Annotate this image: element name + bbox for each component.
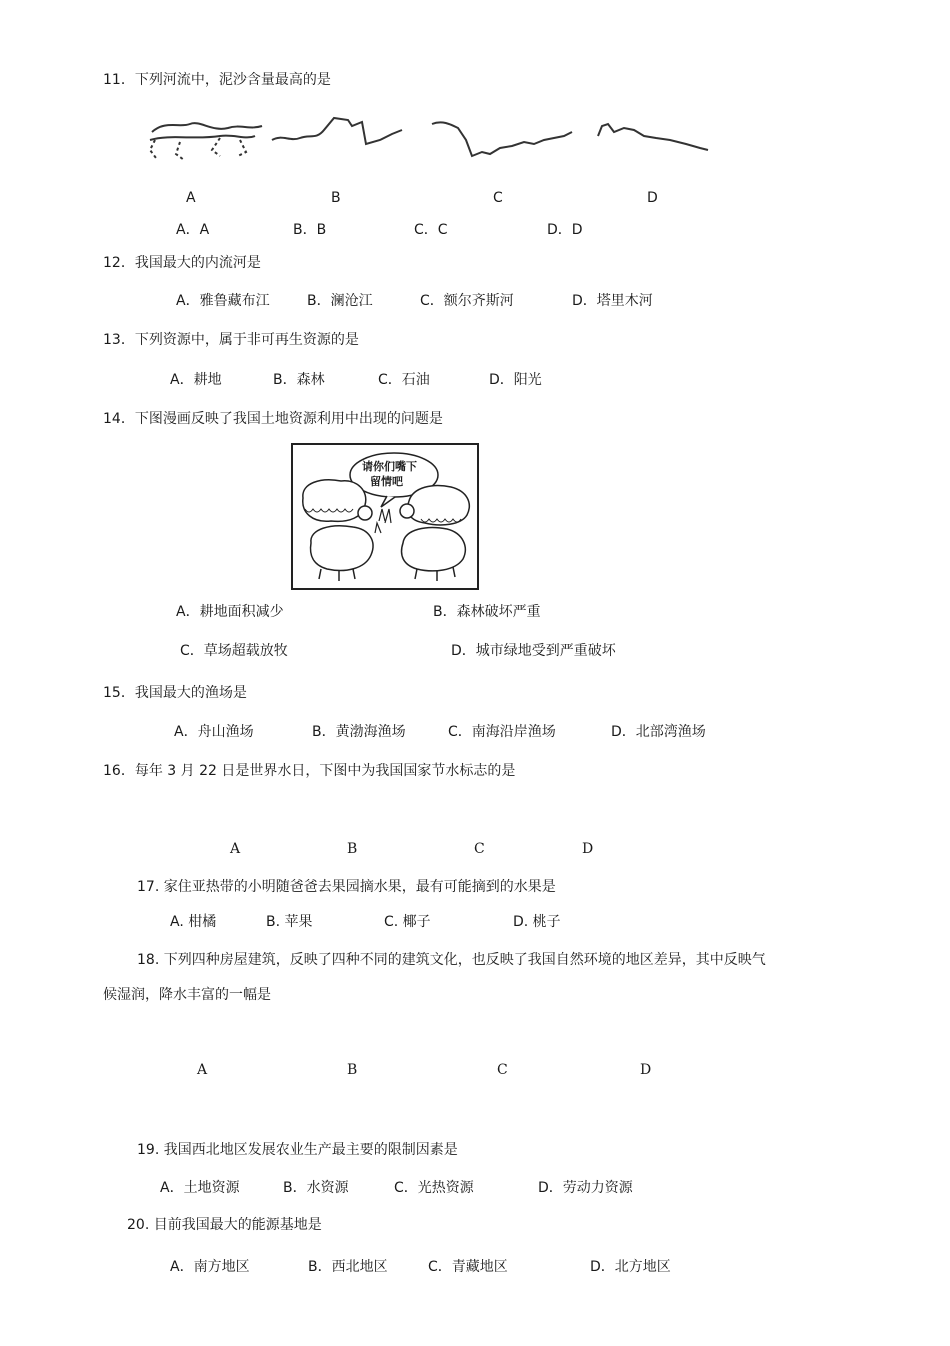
q19-stem: 19. 我国西北地区发展农业生产最主要的限制因素是 <box>137 1142 458 1158</box>
q18-figure-label-a: A <box>197 1062 208 1078</box>
q17-stem: 17. 家住亚热带的小明随爸爸去果园摘水果，最有可能摘到的水果是 <box>137 879 556 895</box>
q15-option-c[interactable]: C．南海沿岸渔场 <box>448 724 556 740</box>
river-b-sketch <box>272 118 402 144</box>
q18-stem-line1: 18. 下列四种房屋建筑，反映了四种不同的建筑文化，也反映了我国自然环境的地区差异，其中反映气 <box>137 952 766 968</box>
q14-option-b[interactable]: B．森林破坏严重 <box>433 604 541 620</box>
q13-option-d[interactable]: D．阳光 <box>489 372 542 388</box>
q15-option-a[interactable]: A．舟山渔场 <box>174 724 254 740</box>
q12-option-b[interactable]: B．澜沧江 <box>307 293 373 309</box>
q17-option-a[interactable]: A. 柑橘 <box>170 914 217 930</box>
q11-figure-label-b: B <box>331 190 341 206</box>
q16-figure-label-a: A <box>230 841 241 857</box>
q17-option-d[interactable]: D. 桃子 <box>513 914 561 930</box>
q13-stem: 13．下列资源中，属于非可再生资源的是 <box>103 332 359 348</box>
q18-stem-line2: 候湿润，降水丰富的一幅是 <box>103 987 271 1003</box>
q17-option-b[interactable]: B. 苹果 <box>266 914 313 930</box>
q11-figure-label-a: A <box>186 190 196 206</box>
q16-figure-label-c: C <box>474 841 485 857</box>
river-a-sketch <box>150 123 262 160</box>
q11-option-c[interactable]: C．C <box>414 222 448 238</box>
q19-option-a[interactable]: A．土地资源 <box>160 1180 240 1196</box>
q18-figure-label-b: B <box>347 1062 358 1078</box>
q20-option-a[interactable]: A．南方地区 <box>170 1259 250 1275</box>
river-c-sketch <box>432 122 572 156</box>
q16-figure-label-b: B <box>347 841 358 857</box>
q11-figure-label-c: C <box>493 190 503 206</box>
q12-option-a[interactable]: A．雅鲁藏布江 <box>176 293 270 309</box>
q12-option-c[interactable]: C．额尔齐斯河 <box>420 293 514 309</box>
q14-stem: 14．下图漫画反映了我国土地资源利用中出现的问题是 <box>103 411 443 427</box>
q17-option-c[interactable]: C. 椰子 <box>384 914 431 930</box>
q16-stem: 16．每年 3 月 22 日是世界水日，下图中为我国国家节水标志的是 <box>103 763 516 779</box>
q13-option-b[interactable]: B．森林 <box>273 372 325 388</box>
q20-option-d[interactable]: D．北方地区 <box>590 1259 671 1275</box>
q11-river-figure <box>140 110 720 170</box>
q11-option-d[interactable]: D．D <box>547 222 583 238</box>
q15-option-b[interactable]: B．黄渤海渔场 <box>312 724 406 740</box>
q20-option-c[interactable]: C．青藏地区 <box>428 1259 508 1275</box>
q14-option-c[interactable]: C．草场超载放牧 <box>180 643 288 659</box>
q20-stem: 20. 目前我国最大的能源基地是 <box>127 1217 322 1233</box>
q13-option-c[interactable]: C．石油 <box>378 372 430 388</box>
q18-figure-label-d: D <box>640 1062 652 1078</box>
q11-option-a[interactable]: A．A <box>176 222 210 238</box>
q18-figure-label-c: C <box>497 1062 508 1078</box>
q11-figure-label-d: D <box>647 190 658 206</box>
q13-option-a[interactable]: A．耕地 <box>170 372 222 388</box>
q19-option-b[interactable]: B．水资源 <box>283 1180 349 1196</box>
q14-cartoon-speech-line2: 留情吧 <box>370 475 403 488</box>
q14-option-a[interactable]: A．耕地面积减少 <box>176 604 284 620</box>
q19-option-d[interactable]: D．劳动力资源 <box>538 1180 633 1196</box>
q14-cartoon-speech-line1: 请你们嘴下 <box>362 460 417 473</box>
q19-option-c[interactable]: C．光热资源 <box>394 1180 474 1196</box>
q12-stem: 12．我国最大的内流河是 <box>103 255 261 271</box>
q12-option-d[interactable]: D．塔里木河 <box>572 293 653 309</box>
river-d-sketch <box>598 124 708 150</box>
q11-option-b[interactable]: B．B <box>293 222 327 238</box>
q15-stem: 15．我国最大的渔场是 <box>103 685 247 701</box>
q15-option-d[interactable]: D．北部湾渔场 <box>611 724 706 740</box>
q16-figure-label-d: D <box>582 841 594 857</box>
q11-stem: 11．下列河流中，泥沙含量最高的是 <box>103 72 331 88</box>
q14-option-d[interactable]: D．城市绿地受到严重破坏 <box>451 643 616 659</box>
q20-option-b[interactable]: B．西北地区 <box>308 1259 388 1275</box>
